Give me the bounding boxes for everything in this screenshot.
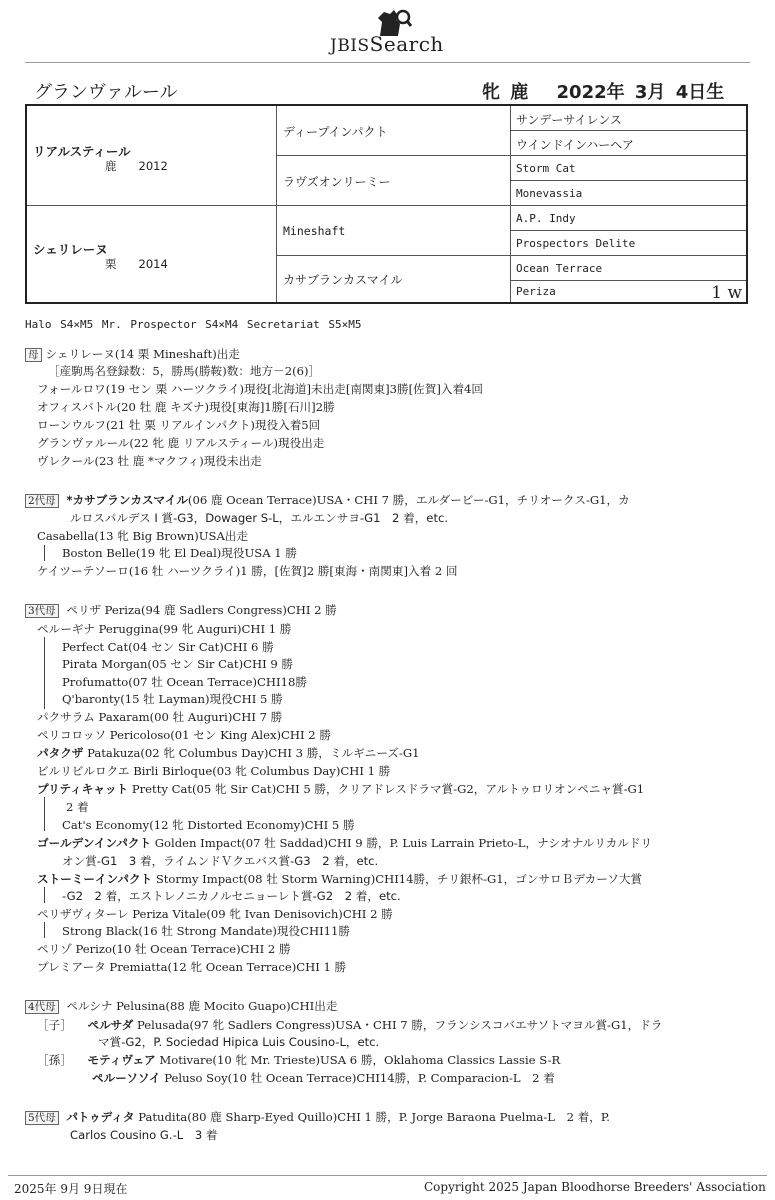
g5-dam-name[interactable]: パトゥディタ (66, 1110, 135, 1124)
dam-sire-name[interactable]: Mineshaft (283, 224, 346, 238)
record-cont: -G2 2 着，エストレノニカノルセニョーレト賞-G2 2 着，etc. (62, 889, 401, 903)
horse-name: グランヴァルール (34, 82, 178, 103)
g3-grandchild-line[interactable]: Pirata Morgan(05 セン Sir Cat)CHI 9 勝 (62, 657, 293, 671)
offspring-line[interactable]: オフィスバトル(20 牡 鹿 キズナ)現役[東海]1勝[石川]2勝 (37, 400, 335, 414)
g3-offspring-line[interactable]: ペリゾ Perizo(10 牡 Ocean Terrace)CHI 2 勝 (37, 942, 291, 956)
pedigree-g3-7 (511, 256, 746, 281)
g3-offspring-line (37, 872, 642, 886)
sire-name[interactable]: リアルスティール (33, 144, 131, 159)
pedigree-dam (27, 206, 277, 302)
g3-offspring-line[interactable]: ビルリビルロクエ Birli Birloque(03 牝 Columbus Day)CHI 1 勝 (37, 764, 391, 778)
g5-dam-record: Patudita(80 鹿 Sharp-Eyed Quillo)CHI 1 勝，P. Jorge Baraona Puelma-L 2 着，P. (138, 1110, 610, 1124)
g3-offspring-line[interactable]: ペルーギナ Peruggina(99 牝 Auguri)CHI 1 勝 (37, 622, 292, 636)
family-number: 1 w (711, 283, 742, 303)
g3-grandchild-line[interactable]: Strong Black(16 牡 Strong Mandate)現役CHI11勝 (62, 924, 351, 938)
dam-year: 2014 (138, 257, 168, 271)
pedigree-sire-dam (277, 156, 511, 206)
tree-bar (44, 922, 45, 938)
stakes-winner-name[interactable]: ペルーソソイ (92, 1071, 161, 1085)
g3-name[interactable]: サンデーサイレンス (516, 113, 622, 127)
pedigree-g3-5 (511, 206, 746, 231)
dam-header-line (25, 347, 240, 362)
sire-dam-name[interactable]: ラヴズオンリーミー (283, 175, 391, 189)
sire-color: 鹿 (105, 159, 117, 173)
pedigree-g3-4 (511, 181, 746, 206)
g4-dam-record[interactable]: ペルシナ Pelusina(88 鹿 Mocito Guapo)CHI出走 (66, 999, 338, 1013)
logo-text-jbis: JBIS (330, 36, 370, 56)
stakes-winner-name[interactable]: プリティキャット (37, 782, 129, 796)
tree-bar (44, 797, 45, 831)
pedigree-g3-1 (511, 106, 746, 131)
pedigree-g3-8 (511, 281, 746, 302)
g3-grandchild-line[interactable]: Cat's Economy(12 牝 Distorted Economy)CHI 5 勝 (62, 818, 355, 832)
logo-text (330, 32, 444, 56)
stakes-winner-name[interactable]: ゴールデンインパクト (37, 836, 152, 850)
g5-header-line (25, 1110, 610, 1125)
g3-name[interactable]: A.P. Indy (516, 212, 576, 225)
header-divider (25, 62, 750, 63)
jbis-search-logo[interactable] (330, 8, 460, 56)
record-cont: マ賞-G2，P. Sociedad Hipica Luis Cousino-L，etc. (98, 1035, 380, 1049)
g2-offspring-line[interactable]: Casabella(13 牝 Big Brown)USA出走 (37, 529, 249, 543)
pedigree-sire (27, 106, 277, 206)
g3-offspring-line[interactable]: ペリザヴィターレ Periza Vitale(09 牝 Ivan Denisovich)CHI 2 勝 (37, 907, 393, 921)
g4-child-line (37, 1018, 662, 1032)
g3-name[interactable]: Periza (516, 285, 556, 298)
g3-tag: 3代母 (25, 604, 59, 618)
pedigree-g3-6 (511, 231, 746, 256)
offspring-line[interactable]: フォールロワ(19 セン 栗 ハーツクライ)現役[北海道]未出走[南関東]3勝[佐賀]入着4回 (37, 382, 484, 396)
pedigree-table (25, 104, 748, 304)
g2-offspring-line[interactable]: ケイツーテソーロ(16 牡 ハーツクライ)1 勝，[佐賀]2 勝[東海・南関東]入着 2 回 (37, 564, 458, 578)
record-text: Pretty Cat(05 牝 Sir Cat)CHI 5 勝，クリアドレスドラマ賞-G2，アルトゥロリオンペニャ賞-G1 (131, 782, 645, 796)
g3-name[interactable]: Monevassia (516, 187, 583, 200)
g3-offspring-line[interactable]: プレミアータ Premiatta(12 牝 Ocean Terrace)CHI 1 勝 (37, 960, 347, 974)
g2-tag: 2代母 (25, 494, 59, 508)
inbreeding-line: Halo S4×M5 Mr. Prospector S4×M4 Secretariat S5×M5 (25, 318, 362, 331)
grandchild-tag: ［孫］ (37, 1053, 72, 1067)
g2-header-line (25, 493, 630, 508)
stakes-winner-name[interactable]: ペルサダ (87, 1018, 134, 1032)
record-text: Golden Impact(07 牡 Saddad)CHI 9 勝，P. Luis Larrain Prieto-L，ナシオナルリカルドリ (154, 836, 653, 850)
g3-name[interactable]: Prospectors Delite (516, 237, 636, 250)
as-of-date: 2025年 9月 9日現在 (14, 1182, 128, 1196)
g3-name[interactable]: Ocean Terrace (516, 262, 603, 275)
footer-divider (8, 1175, 767, 1176)
copyright: Copyright 2025 Japan Bloodhorse Breeders' Association (424, 1180, 766, 1194)
g2-grandchild-line[interactable]: Boston Belle(19 牝 El Deal)現役USA 1 勝 (62, 546, 297, 560)
g3-offspring-line[interactable]: パクサラム Paxaram(00 牡 Auguri)CHI 7 勝 (37, 710, 283, 724)
g3-offspring-line (37, 782, 644, 796)
dam-dam-name[interactable]: カサブランカスマイル (283, 273, 403, 287)
g2-dam-name[interactable]: *カサブランカスマイル (66, 493, 188, 507)
dam-stats-line: ［産駒馬名登録数：5，勝馬(勝鞍)数：地方－2(6)］ (48, 364, 321, 378)
pedigree-dam-sire (277, 206, 511, 256)
g2-dam-record: (06 鹿 Ocean Terrace)USA・CHI 7 勝，エルダービー-G1，チリオークス-G1，カ (187, 493, 630, 507)
g4-header-line (25, 999, 337, 1014)
g3-header-line (25, 603, 337, 618)
stakes-winner-name[interactable]: モティヴェア (87, 1053, 156, 1067)
g4-grandchild-line (92, 1071, 555, 1085)
offspring-line[interactable]: ローンウルフ(21 牡 栗 リアルインパクト)現役入着5回 (37, 418, 321, 432)
dam-color: 栗 (105, 257, 117, 271)
horse-info: 牝 鹿 2022年 3月 4日生 (482, 82, 725, 103)
g2-dam-record-cont: ルロスパルデス I 賞-G3，Dowager S-L，エルエンサヨ-G1 2 着，etc. (70, 511, 449, 525)
g3-name[interactable]: ウインドインハーヘア (516, 138, 634, 152)
record-text: Patakuza(02 牝 Columbus Day)CHI 3 勝，ミルギニーズ-G1 (87, 746, 420, 760)
g4-tag: 4代母 (25, 1000, 59, 1014)
record-cont: 2 着 (66, 800, 89, 814)
stakes-winner-name[interactable]: ストーミーインパクト (37, 872, 153, 886)
sire-year: 2012 (138, 159, 168, 173)
pedigree-dam-dam (277, 256, 511, 302)
g3-offspring-line (37, 746, 419, 760)
g5-dam-record-cont: Carlos Cousino G.-L 3 着 (70, 1128, 218, 1142)
g4-grandchild-line (37, 1053, 560, 1067)
record-text: Pelusada(97 牝 Sadlers Congress)USA・CHI 7 勝，フランシスコバエサソトマヨル賞-G1，ドラ (136, 1018, 663, 1032)
tree-bar (44, 545, 45, 561)
g3-offspring-line (37, 836, 652, 850)
g3-offspring-line[interactable]: ペリコロッソ Pericoloso(01 セン King Alex)CHI 2 勝 (37, 728, 331, 742)
offspring-line[interactable]: グランヴァルール(22 牝 鹿 リアルスティール)現役出走 (37, 436, 325, 450)
g3-grandchild-line[interactable]: Profumatto(07 牡 Ocean Terrace)CHI18勝 (62, 675, 307, 689)
g3-dam-record[interactable]: ペリザ Periza(94 鹿 Sadlers Congress)CHI 2 勝 (66, 603, 337, 617)
g5-tag: 5代母 (25, 1111, 59, 1125)
dam-name[interactable]: シェリレーヌ (33, 242, 108, 257)
pedigree-sire-sire (277, 106, 511, 156)
tree-bar (44, 637, 45, 709)
tree-bar (44, 887, 45, 903)
dam-tag: 母 (25, 348, 42, 362)
sire-sire-name[interactable]: ディープインパクト (283, 125, 388, 139)
record-text: Stormy Impact(08 牡 Storm Warning)CHI14勝，チリ銀杯-G1，ゴンサロＢデカーソ大賞 (155, 872, 643, 886)
logo-text-search: Search (369, 32, 444, 56)
record-cont: オン賞-G1 3 着，ライムンドＶクエバス賞-G3 2 着，etc. (62, 854, 379, 868)
g3-name[interactable]: Storm Cat (516, 162, 576, 175)
record-text: Motivare(10 牝 Mr. Trieste)USA 6 勝，Oklahoma Classics Lassie S-R (159, 1053, 561, 1067)
record-text: Peluso Soy(10 牡 Ocean Terrace)CHI14勝，P. Comparacion-L 2 着 (164, 1071, 555, 1085)
dam-line: シェリレーヌ(14 栗 Mineshaft)出走 (45, 347, 240, 361)
stakes-winner-name[interactable]: パタクザ (37, 746, 84, 760)
pedigree-g3-2 (511, 131, 746, 156)
offspring-line[interactable]: ヴレクール(23 牡 鹿 *マクフィ)現役未出走 (37, 454, 262, 468)
g3-grandchild-line[interactable]: Q'baronty(15 牡 Layman)現役CHI 5 勝 (62, 692, 283, 706)
g3-grandchild-line[interactable]: Perfect Cat(04 セン Sir Cat)CHI 6 勝 (62, 640, 274, 654)
pedigree-g3-3 (511, 156, 746, 181)
child-tag: ［子］ (37, 1018, 72, 1032)
